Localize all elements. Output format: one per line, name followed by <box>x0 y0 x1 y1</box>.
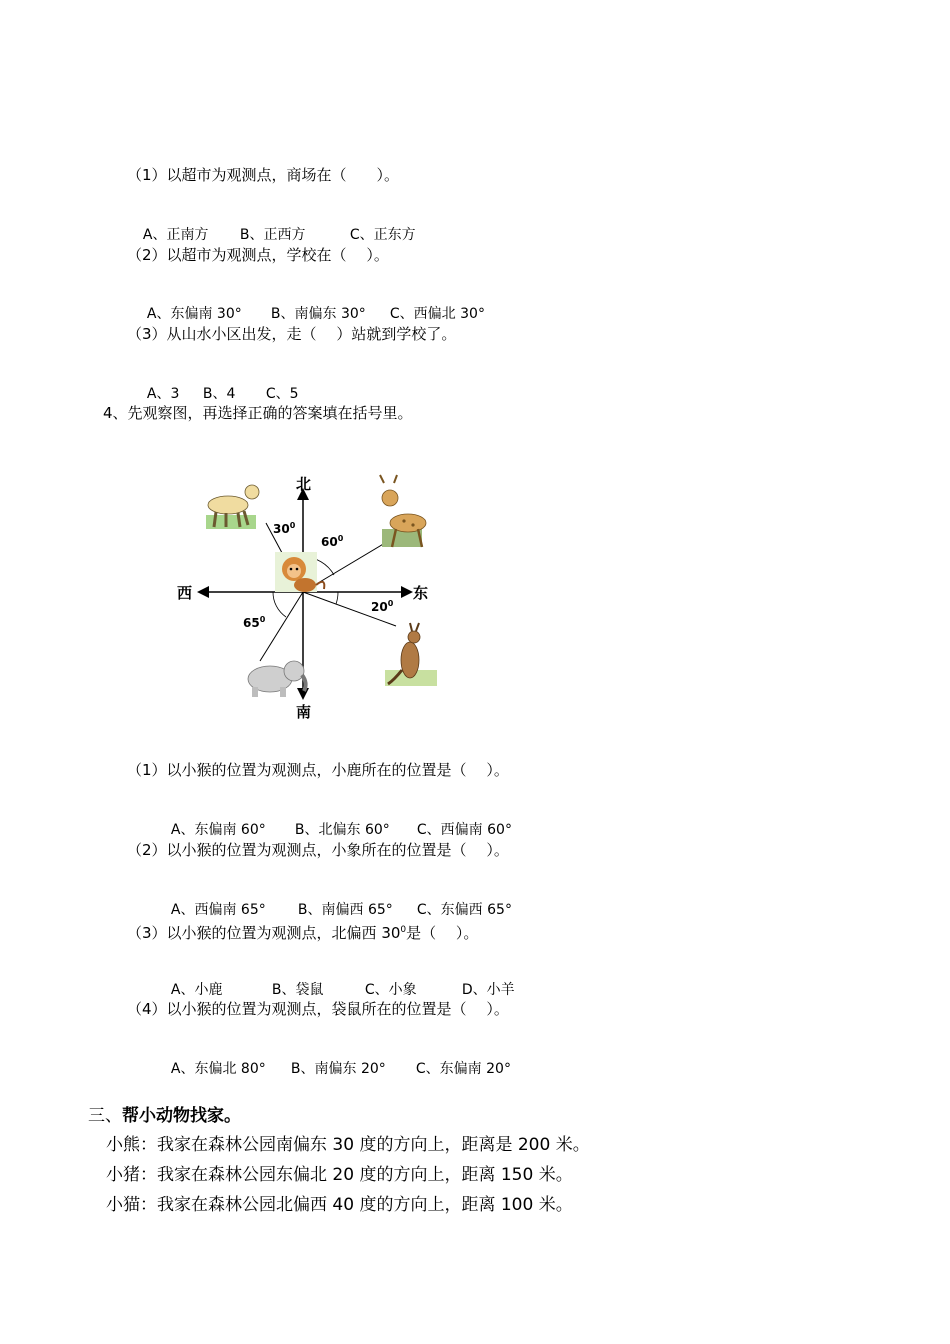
question-1-options <box>134 205 416 245</box>
section-4-heading: 4、先观察图，再选择正确的答案填在括号里。 <box>103 404 413 422</box>
kangaroo-icon <box>385 623 437 686</box>
p4-question-3: （3）以小猴的位置为观测点，北偏西 $30^0$是（ ）。 <box>127 924 479 942</box>
option-a: A、正南方 <box>142 227 209 243</box>
option-b: B、南偏东 20° <box>290 1061 386 1077</box>
elephant-icon <box>248 661 306 697</box>
option-c: C、东偏西 65° <box>416 902 512 918</box>
question-3: （3）从山水小区出发，走（ ）站就到学校了。 <box>127 325 457 343</box>
bear-line: 小熊：我家在森林公园南偏东 30 度的方向上，距离是 200 米。 <box>106 1135 590 1155</box>
option-b: B、正西方 <box>239 227 306 243</box>
p4-question-3-options <box>162 960 515 1000</box>
option-a: A、西偏南 65° <box>170 902 266 918</box>
north-label: 北 <box>296 475 312 493</box>
angle-65-label: $65^0$ <box>243 615 266 630</box>
p4-question-1: （1）以小猴的位置为观测点，小鹿所在的位置是（ ）。 <box>127 761 509 779</box>
section-3-heading: 三、帮小动物找家。 <box>88 1106 241 1126</box>
arc-65 <box>273 592 286 617</box>
option-c: C、西偏北 30° <box>389 306 485 322</box>
goat-icon <box>206 485 259 529</box>
monkey-icon <box>275 552 324 592</box>
question-3-options <box>138 364 299 404</box>
west-label: 西 <box>177 584 193 602</box>
p4-question-4: （4）以小猴的位置为观测点，袋鼠所在的位置是（ ）。 <box>127 1000 509 1018</box>
angle-30-label: $30^0$ <box>273 521 296 536</box>
question-2: （2）以超市为观测点，学校在（ ）。 <box>127 246 389 264</box>
p4-question-4-options <box>162 1039 511 1079</box>
option-c: C、正东方 <box>349 227 416 243</box>
option-a: A、东偏南 30° <box>146 306 242 322</box>
deer-icon <box>380 475 426 547</box>
compass-diagram <box>170 465 450 730</box>
option-a: A、东偏北 80° <box>170 1061 266 1077</box>
cat-line: 小猫：我家在森林公园北偏西 40 度的方向上，距离 100 米。 <box>106 1195 573 1215</box>
east-label: 东 <box>413 584 429 602</box>
option-b: B、北偏东 60° <box>294 822 390 838</box>
option-c: C、5 <box>265 386 299 402</box>
south-label: 南 <box>296 703 312 721</box>
option-a: A、3 <box>146 386 180 402</box>
option-b: B、南偏西 65° <box>297 902 393 918</box>
option-d: D、小羊 <box>461 982 515 998</box>
arc-20 <box>336 592 338 604</box>
p4-question-2-options <box>162 880 512 920</box>
option-b: B、南偏东 30° <box>270 306 366 322</box>
option-c: C、小象 <box>364 982 417 998</box>
option-b: B、4 <box>202 386 236 402</box>
option-c: C、西偏南 60° <box>416 822 512 838</box>
angle-20-label: $20^0$ <box>371 599 394 614</box>
p4-question-2: （2）以小猴的位置为观测点，小象所在的位置是（ ）。 <box>127 841 509 859</box>
question-1: （1）以超市为观测点，商场在（ ）。 <box>127 166 400 184</box>
option-a: A、东偏南 60° <box>170 822 266 838</box>
question-2-options <box>138 284 485 324</box>
option-a: A、小鹿 <box>170 982 223 998</box>
ray-elephant <box>260 592 303 661</box>
option-c: C、东偏南 20° <box>415 1061 511 1077</box>
pig-line: 小猪：我家在森林公园东偏北 20 度的方向上，距离 150 米。 <box>106 1165 573 1185</box>
option-b: B、袋鼠 <box>271 982 324 998</box>
angle-60-label: $60^0$ <box>321 534 344 549</box>
p4-question-1-options <box>162 800 512 840</box>
